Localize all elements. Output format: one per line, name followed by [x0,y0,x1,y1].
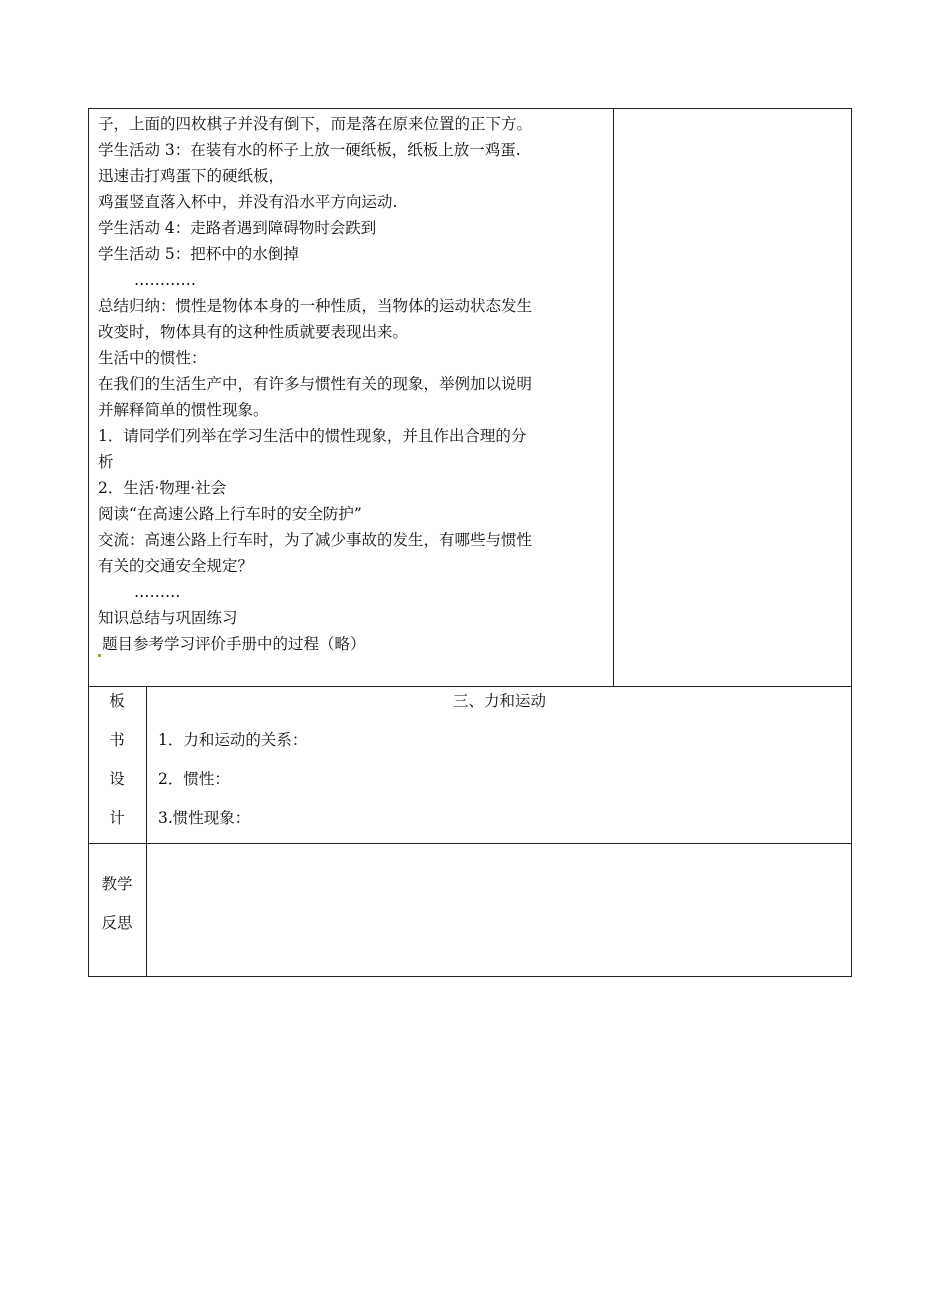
board-label-char: 计 [109,809,125,827]
board-label-char: 书 [109,731,125,749]
edit-mark-icon [98,654,101,657]
board-title: 三、力和运动 [452,692,546,710]
content-line: 阅读“在高速公路上行车时的安全防护” [98,505,362,523]
content-line: 子，上面的四枚棋子并没有倒下，而是落在原来位置的正下方。 [98,115,533,133]
reflection-label: 教学 [101,875,133,893]
content-line: 2．生活·物理·社会 [98,479,227,497]
ellipsis-line: ………… [134,271,196,289]
label-column-divider [146,686,147,977]
content-line: 生活中的惯性： [98,349,207,367]
row-divider-reflection [88,843,852,844]
content-line: 在我们的生活生产中，有许多与惯性有关的现象，举例加以说明 [98,375,533,393]
content-line: 学生活动 3：在装有水的杯子上放一硬纸板，纸板上放一鸡蛋. [98,141,521,159]
board-item: 1．力和运动的关系： [158,731,308,749]
content-line: 学生活动 4：走路者遇到障碍物时会跌到 [98,219,377,237]
row-divider-board [88,686,852,687]
content-line: 并解释简单的惯性现象。 [98,401,269,419]
ellipsis-line: ……… [134,583,181,601]
board-item: 2．惯性： [158,770,230,788]
content-line: 改变时，物体具有的这种性质就要表现出来。 [98,323,409,341]
board-label-char: 设 [109,770,125,788]
content-line: 1．请同学们列举在学习生活中的惯性现象，并且作出合理的分 [98,427,527,445]
content-line: 总结归纳：惯性是物体本身的一种性质，当物体的运动状态发生 [98,297,533,315]
content-line: 析 [98,453,114,471]
content-line [98,631,606,657]
board-item: 3.惯性现象： [158,809,251,827]
reflection-content [158,856,838,966]
content-line-text: 题目参考学习评价手册中的过程（略） [102,635,366,653]
top-right-column-divider [613,108,614,686]
content-line: 知识总结与巩固练习 [98,609,238,627]
lesson-process-content [98,111,606,657]
content-line: 鸡蛋竖直落入杯中，并没有沿水平方向运动. [98,193,398,211]
board-label-char: 板 [109,692,125,710]
content-line: 学生活动 5：把杯中的水倒掉 [98,245,299,263]
content-line-text: 迅速击打鸡蛋下的硬纸板， [98,167,285,185]
content-line [98,163,606,189]
content-line: 有关的交通安全规定？ [98,557,254,575]
content-line: 交流：高速公路上行车时，为了减少事故的发生，有哪些与惯性 [98,531,533,549]
reflection-label: 反思 [101,914,133,932]
